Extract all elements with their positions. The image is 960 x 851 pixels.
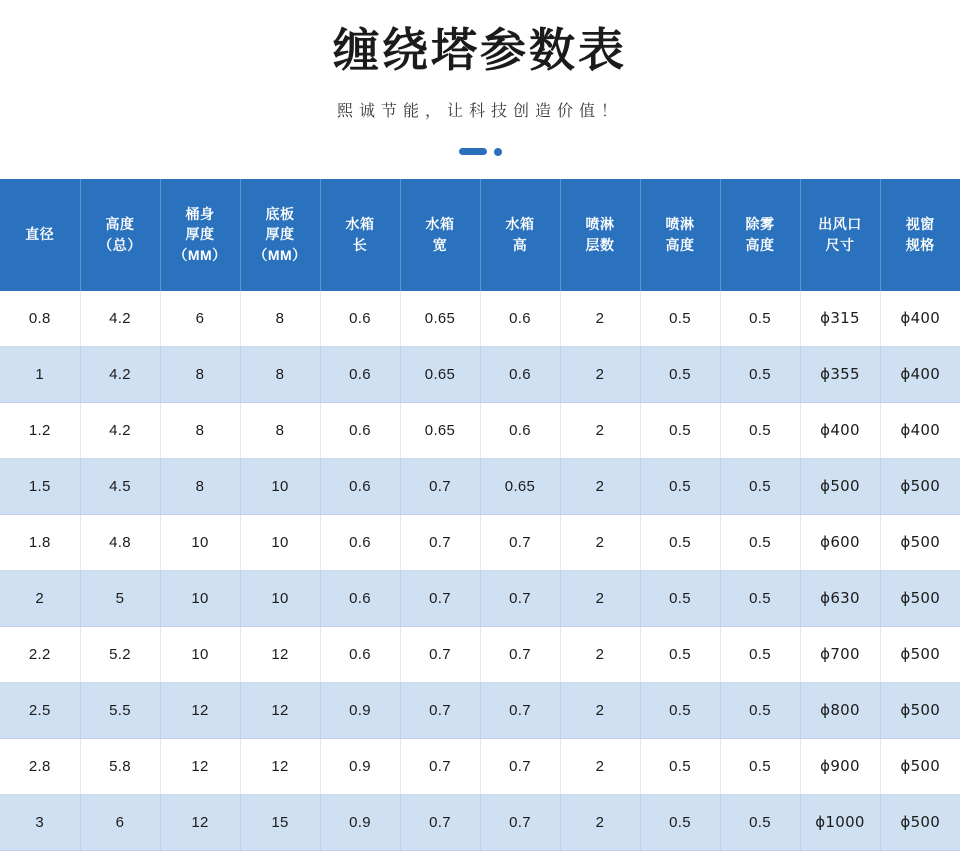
table-cell: ϕ600 xyxy=(800,514,880,570)
table-cell: ϕ700 xyxy=(800,626,880,682)
column-header-line: 水箱 xyxy=(345,216,375,233)
column-header-line: 厚度 xyxy=(265,226,295,243)
table-cell: 0.7 xyxy=(480,514,560,570)
table-cell: 0.7 xyxy=(400,626,480,682)
table-cell: 5.2 xyxy=(80,626,160,682)
table-cell: ϕ500 xyxy=(880,626,960,682)
table-cell: 2 xyxy=(560,570,640,626)
table-cell: ϕ500 xyxy=(880,458,960,514)
table-cell: ϕ1000 xyxy=(800,794,880,850)
table-row xyxy=(0,626,960,682)
column-header-5 xyxy=(400,179,480,291)
table-cell: 8 xyxy=(160,346,240,402)
column-header-line: 喷淋 xyxy=(665,216,695,233)
table-cell: 1.2 xyxy=(0,402,80,458)
spec-table-body xyxy=(0,291,960,851)
column-header-9 xyxy=(720,179,800,291)
table-cell: 0.7 xyxy=(480,626,560,682)
table-cell: 0.5 xyxy=(720,794,800,850)
table-cell: 0.7 xyxy=(400,570,480,626)
table-row xyxy=(0,346,960,402)
table-cell: 0.6 xyxy=(320,570,400,626)
table-row xyxy=(0,514,960,570)
table-cell: 0.5 xyxy=(720,346,800,402)
table-cell: ϕ900 xyxy=(800,738,880,794)
table-cell: 12 xyxy=(160,794,240,850)
table-cell: 0.7 xyxy=(480,738,560,794)
table-cell: 0.65 xyxy=(400,402,480,458)
table-cell: 0.9 xyxy=(320,682,400,738)
table-cell: 0.5 xyxy=(640,458,720,514)
table-cell: 8 xyxy=(240,291,320,347)
table-cell: 0.5 xyxy=(640,682,720,738)
table-cell: 0.5 xyxy=(720,458,800,514)
table-cell: 2 xyxy=(560,794,640,850)
table-cell: 8 xyxy=(160,458,240,514)
table-cell: 1.8 xyxy=(0,514,80,570)
table-cell: ϕ500 xyxy=(880,794,960,850)
table-cell: 0.65 xyxy=(480,458,560,514)
page-title: 缠绕塔参数表 xyxy=(333,24,627,76)
table-cell: 0.5 xyxy=(640,291,720,347)
table-cell: 2.8 xyxy=(0,738,80,794)
table-cell: 2 xyxy=(560,402,640,458)
table-cell: ϕ500 xyxy=(880,738,960,794)
table-cell: 15 xyxy=(240,794,320,850)
table-cell: 4.5 xyxy=(80,458,160,514)
table-cell: 4.2 xyxy=(80,291,160,347)
page-header xyxy=(0,0,960,157)
table-cell: 0.5 xyxy=(640,514,720,570)
table-cell: ϕ500 xyxy=(880,570,960,626)
table-cell: 0.7 xyxy=(400,738,480,794)
table-cell: 8 xyxy=(160,402,240,458)
column-header-line: 长 xyxy=(352,236,368,253)
table-cell: ϕ400 xyxy=(800,402,880,458)
column-header-11 xyxy=(880,179,960,291)
table-cell: 2 xyxy=(560,626,640,682)
table-cell: ϕ355 xyxy=(800,346,880,402)
table-cell: 12 xyxy=(160,682,240,738)
table-cell: 8 xyxy=(240,346,320,402)
column-header-line: 厚度 xyxy=(185,226,215,243)
column-header-line: （MM） xyxy=(173,246,227,263)
table-cell: 0.6 xyxy=(480,402,560,458)
table-cell: 4.2 xyxy=(80,402,160,458)
table-cell: 0.6 xyxy=(320,402,400,458)
table-cell: 0.6 xyxy=(480,346,560,402)
table-cell: ϕ400 xyxy=(880,346,960,402)
spec-table-container xyxy=(0,179,960,851)
table-cell: 0.6 xyxy=(320,458,400,514)
column-header-line: （总） xyxy=(98,236,142,253)
table-cell: 0.6 xyxy=(320,626,400,682)
table-row xyxy=(0,458,960,514)
table-cell: 0.5 xyxy=(720,402,800,458)
column-header-line: 高 xyxy=(512,236,528,253)
table-cell: 0.5 xyxy=(720,291,800,347)
column-header-line: 喷淋 xyxy=(585,216,615,233)
table-cell: 0.7 xyxy=(480,682,560,738)
table-cell: ϕ315 xyxy=(800,291,880,347)
table-cell: 0.6 xyxy=(320,291,400,347)
spec-table xyxy=(0,179,960,851)
table-row xyxy=(0,738,960,794)
table-row xyxy=(0,291,960,347)
spec-table-head xyxy=(0,179,960,291)
column-header-line: 尺寸 xyxy=(825,236,855,253)
column-header-line: 高度 xyxy=(745,236,775,253)
divider-bar-icon xyxy=(459,148,487,155)
table-cell: ϕ400 xyxy=(880,291,960,347)
table-cell: 0.5 xyxy=(720,738,800,794)
column-header-0 xyxy=(0,179,80,291)
table-cell: 0.5 xyxy=(640,570,720,626)
column-header-line: 直径 xyxy=(25,226,55,243)
column-header-line: （MM） xyxy=(253,246,307,263)
table-cell: 0.6 xyxy=(320,346,400,402)
table-cell: 0.7 xyxy=(480,570,560,626)
table-cell: 0.6 xyxy=(320,514,400,570)
table-cell: 0.7 xyxy=(400,682,480,738)
table-cell: 2 xyxy=(560,738,640,794)
table-cell: 10 xyxy=(160,626,240,682)
table-cell: 2 xyxy=(560,514,640,570)
table-cell: 3 xyxy=(0,794,80,850)
decorative-divider xyxy=(0,147,960,157)
divider-dot-icon xyxy=(494,148,502,156)
table-cell: 4.8 xyxy=(80,514,160,570)
column-header-6 xyxy=(480,179,560,291)
table-cell: 12 xyxy=(160,738,240,794)
table-cell: 0.5 xyxy=(640,794,720,850)
table-cell: 0.5 xyxy=(720,570,800,626)
table-cell: ϕ500 xyxy=(880,514,960,570)
table-cell: 0.7 xyxy=(400,458,480,514)
table-cell: 5.8 xyxy=(80,738,160,794)
table-cell: 5 xyxy=(80,570,160,626)
table-cell: 0.5 xyxy=(640,346,720,402)
column-header-line: 宽 xyxy=(432,236,448,253)
column-header-4 xyxy=(320,179,400,291)
column-header-line: 视窗 xyxy=(905,216,935,233)
table-cell: 1 xyxy=(0,346,80,402)
table-cell: 12 xyxy=(240,738,320,794)
table-cell: 2.2 xyxy=(0,626,80,682)
column-header-line: 规格 xyxy=(905,236,935,253)
column-header-line: 水箱 xyxy=(505,216,535,233)
table-cell: 6 xyxy=(80,794,160,850)
table-cell: 0.6 xyxy=(480,291,560,347)
column-header-line: 桶身 xyxy=(185,206,215,223)
column-header-line: 层数 xyxy=(585,236,615,253)
table-cell: 2 xyxy=(560,291,640,347)
table-cell: 0.9 xyxy=(320,794,400,850)
table-cell: 6 xyxy=(160,291,240,347)
table-cell: 10 xyxy=(160,514,240,570)
column-header-1 xyxy=(80,179,160,291)
column-header-line: 底板 xyxy=(265,206,295,223)
column-header-3 xyxy=(240,179,320,291)
column-header-line: 水箱 xyxy=(425,216,455,233)
column-header-7 xyxy=(560,179,640,291)
table-cell: 2 xyxy=(560,682,640,738)
table-cell: 10 xyxy=(240,570,320,626)
page-subtitle: 熙诚节能，让科技创造价值！ xyxy=(336,102,623,120)
table-cell: ϕ800 xyxy=(800,682,880,738)
table-cell: 2 xyxy=(560,458,640,514)
table-cell: 0.9 xyxy=(320,738,400,794)
column-header-line: 高度 xyxy=(105,216,135,233)
table-cell: 12 xyxy=(240,626,320,682)
table-cell: 2 xyxy=(560,346,640,402)
table-cell: 0.5 xyxy=(640,738,720,794)
table-cell: 0.5 xyxy=(640,626,720,682)
table-cell: 0.65 xyxy=(400,346,480,402)
table-cell: 0.65 xyxy=(400,291,480,347)
column-header-line: 除雾 xyxy=(745,216,775,233)
table-header-row xyxy=(0,179,960,291)
table-row xyxy=(0,570,960,626)
column-header-line: 出风口 xyxy=(818,216,862,233)
table-cell: 0.5 xyxy=(720,626,800,682)
table-cell: 5.5 xyxy=(80,682,160,738)
table-cell: ϕ500 xyxy=(880,682,960,738)
table-cell: 0.7 xyxy=(400,794,480,850)
column-header-8 xyxy=(640,179,720,291)
table-cell: 0.5 xyxy=(720,514,800,570)
table-cell: ϕ500 xyxy=(800,458,880,514)
table-row xyxy=(0,402,960,458)
table-cell: 0.5 xyxy=(640,402,720,458)
table-cell: ϕ630 xyxy=(800,570,880,626)
table-cell: 0.5 xyxy=(720,682,800,738)
table-cell: 2.5 xyxy=(0,682,80,738)
table-cell: 1.5 xyxy=(0,458,80,514)
table-row xyxy=(0,682,960,738)
table-cell: 4.2 xyxy=(80,346,160,402)
table-cell: 0.8 xyxy=(0,291,80,347)
table-cell: 0.7 xyxy=(400,514,480,570)
table-row xyxy=(0,794,960,850)
table-cell: 12 xyxy=(240,682,320,738)
table-cell: 10 xyxy=(160,570,240,626)
table-cell: 2 xyxy=(0,570,80,626)
table-cell: 8 xyxy=(240,402,320,458)
table-cell: ϕ400 xyxy=(880,402,960,458)
table-cell: 10 xyxy=(240,514,320,570)
column-header-2 xyxy=(160,179,240,291)
table-cell: 10 xyxy=(240,458,320,514)
column-header-10 xyxy=(800,179,880,291)
column-header-line: 高度 xyxy=(665,236,695,253)
table-cell: 0.7 xyxy=(480,794,560,850)
